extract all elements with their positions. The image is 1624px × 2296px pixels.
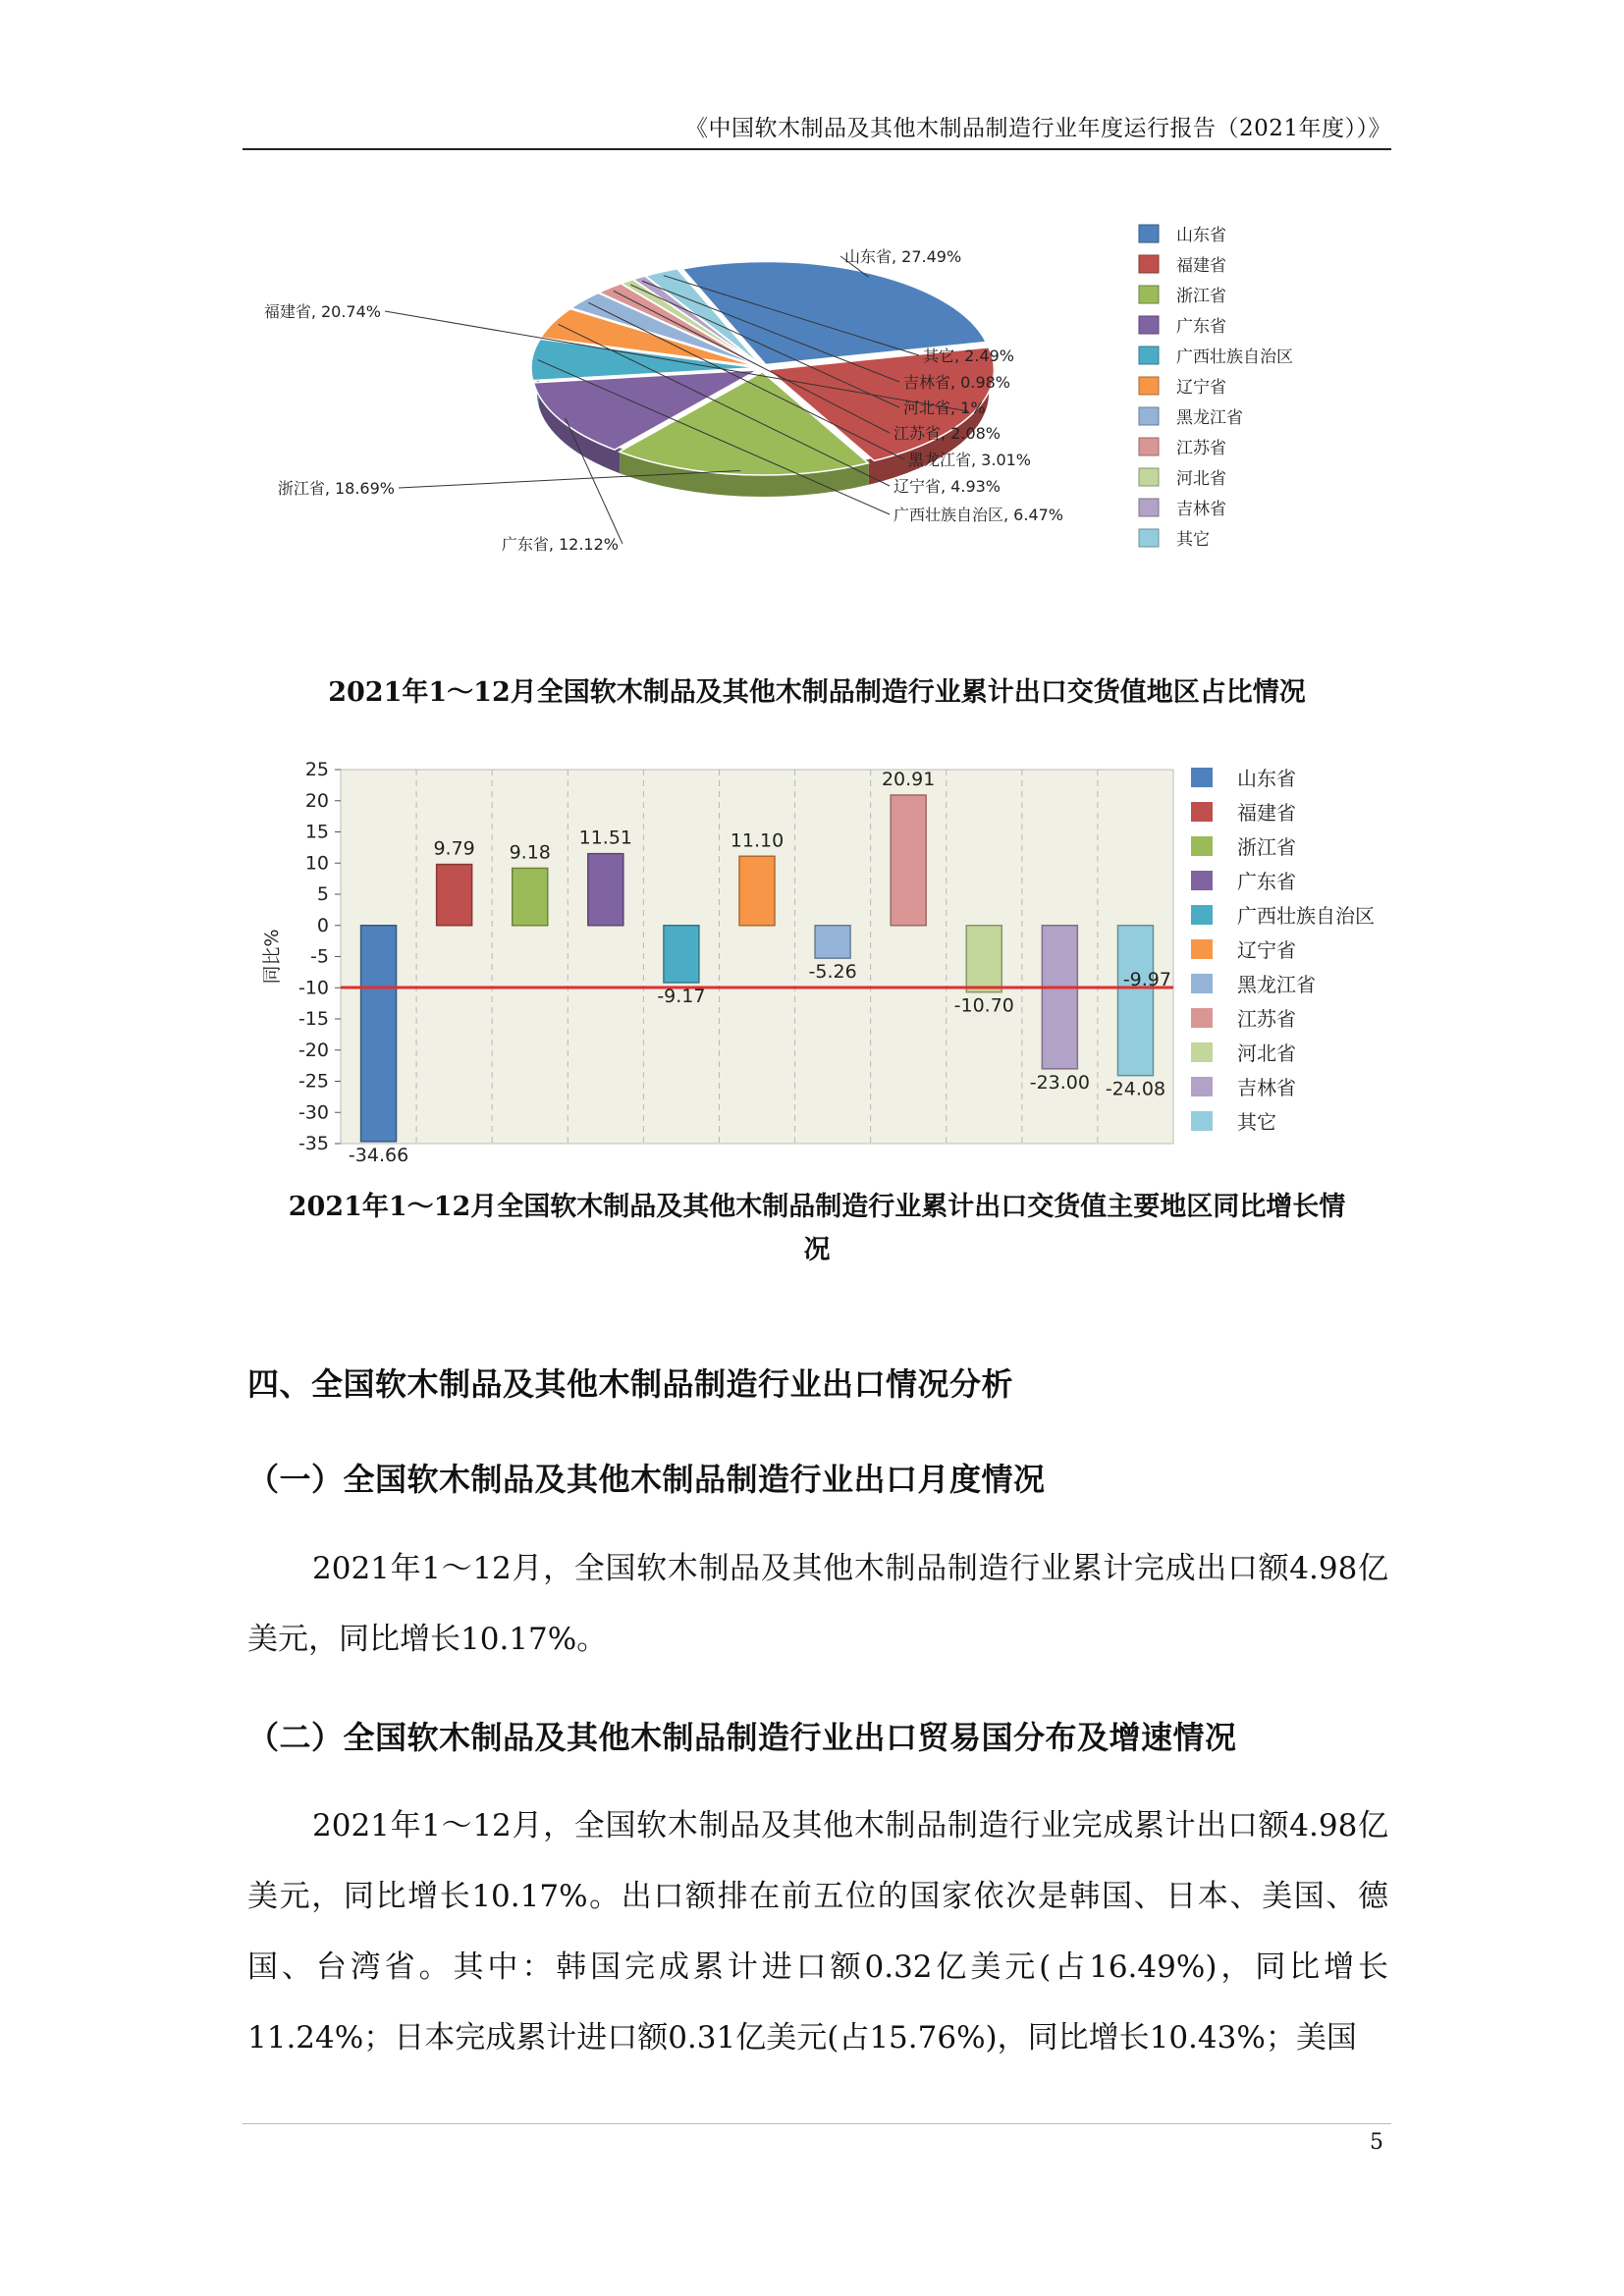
bar-value-label-2: 9.18 (509, 841, 551, 864)
page-header: 《中国软木制品及其他木制品制造行业年度运行报告（2021年度））》 (684, 116, 1391, 141)
bar-9 (1042, 926, 1077, 1069)
bar-4 (664, 926, 699, 983)
bar-8 (966, 926, 1001, 992)
pie-legend-item-5: 辽宁省 (1176, 378, 1226, 398)
bar-legend-item-2: 浙江省 (1237, 835, 1296, 859)
bar-legend-item-4: 广西壮族自治区 (1237, 904, 1375, 928)
bar-legend-swatch-6 (1191, 974, 1213, 993)
y-tick-label: -30 (298, 1101, 329, 1124)
bar-6 (815, 926, 850, 958)
pie-legend-item-8: 河北省 (1176, 469, 1226, 489)
pie-legend-swatch-8 (1139, 468, 1159, 486)
pie-legend-item-10: 其它 (1176, 530, 1210, 550)
bar-value-label-4: -9.17 (657, 985, 706, 1007)
bar-legend-swatch-3 (1191, 871, 1213, 890)
pie-legend-swatch-4 (1139, 347, 1159, 364)
y-tick-label: 0 (316, 914, 329, 936)
bar-legend-item-3: 广东省 (1237, 870, 1296, 893)
pie-label-4: 广西壮族自治区, 6.47% (893, 506, 1064, 524)
bar-legend-item-8: 河北省 (1237, 1041, 1296, 1065)
reference-line-label: -9.97 (1122, 969, 1171, 991)
bar-0 (361, 926, 397, 1142)
y-tick-label: 20 (304, 789, 329, 812)
pie-legend-swatch-6 (1139, 407, 1159, 425)
pie-caption: 2021年1～12月全国软木制品及其他木制品制造行业累计出口交货值地区占比情况 (328, 677, 1306, 708)
bar-legend-swatch-1 (1191, 802, 1213, 822)
y-tick-label: -15 (298, 1008, 329, 1030)
pie-label-9: 吉林省, 0.98% (903, 373, 1011, 392)
pie-legend-item-1: 福建省 (1176, 256, 1226, 276)
bar-legend-swatch-2 (1191, 836, 1213, 856)
bar-chart (250, 748, 1399, 1170)
pie-legend-swatch-9 (1139, 499, 1159, 516)
y-tick-label: 15 (304, 821, 329, 843)
bar-legend-item-1: 福建省 (1237, 801, 1296, 825)
subsection-1-paragraph: 2021年1～12月，全国软木制品及其他木制品制造行业累计完成出口额4.98亿美元，同比增长10.17%。 (247, 1551, 1388, 1657)
section-4-title: 四、全国软木制品及其他木制品制造行业出口情况分析 (247, 1365, 1014, 1403)
bar-10 (1117, 926, 1153, 1076)
pie-legend-swatch-10 (1139, 529, 1159, 547)
y-tick-label: -20 (298, 1039, 329, 1061)
bar-value-label-5: 11.10 (730, 829, 785, 852)
y-tick-label: -35 (298, 1133, 329, 1154)
bar-caption-line2: 况 (803, 1235, 831, 1265)
pie-legend-swatch-0 (1139, 225, 1159, 242)
bar-legend-item-9: 吉林省 (1237, 1076, 1296, 1099)
pie-label-3: 广东省, 12.12% (501, 535, 619, 554)
bar-legend-swatch-10 (1191, 1111, 1213, 1131)
page-number: 5 (1370, 2130, 1383, 2155)
subsection-1-title: （一）全国软木制品及其他木制品制造行业出口月度情况 (247, 1461, 1046, 1498)
pie-label-10: 其它, 2.49% (923, 347, 1015, 365)
bar-value-label-0: -34.66 (348, 1144, 409, 1166)
pie-legend-swatch-1 (1139, 255, 1159, 273)
y-axis-label: 同比% (261, 929, 283, 985)
bar-legend-item-5: 辽宁省 (1237, 938, 1296, 962)
y-tick-label: -5 (310, 945, 329, 968)
bar-value-label-3: 11.51 (578, 827, 633, 849)
pie-legend-item-4: 广西壮族自治区 (1176, 347, 1293, 367)
pie-legend-swatch-7 (1139, 438, 1159, 455)
bar-legend-swatch-7 (1191, 1008, 1213, 1028)
bar-value-label-6: -5.26 (808, 961, 857, 984)
header-rule (243, 148, 1391, 150)
pie-legend-item-2: 浙江省 (1176, 287, 1226, 306)
pie-chart (263, 221, 1355, 579)
bar-value-label-8: -10.70 (953, 994, 1014, 1017)
pie-label-5: 辽宁省, 4.93% (893, 477, 1001, 496)
pie-legend-swatch-5 (1139, 377, 1159, 395)
y-tick-label: -10 (298, 977, 329, 999)
pie-label-8: 河北省, 1% (903, 399, 986, 417)
footer-rule (243, 2123, 1391, 2124)
bar-value-label-1: 9.79 (433, 837, 475, 860)
y-tick-label: 5 (316, 883, 329, 905)
bar-legend-item-10: 其它 (1237, 1110, 1276, 1134)
pie-legend-item-7: 江苏省 (1176, 439, 1226, 458)
y-tick-label: 25 (304, 759, 329, 780)
y-tick-label: 10 (304, 852, 329, 875)
bar-legend-item-6: 黑龙江省 (1237, 973, 1316, 996)
bar-caption-line1: 2021年1～12月全国软木制品及其他木制品制造行业累计出口交货值主要地区同比增长情 (288, 1192, 1346, 1222)
pie-label-6: 黑龙江省, 3.01% (908, 451, 1032, 469)
pie-legend-swatch-3 (1139, 316, 1159, 334)
bar-1 (437, 865, 472, 926)
pie-legend-item-6: 黑龙江省 (1176, 408, 1243, 428)
pie-legend-swatch-2 (1139, 286, 1159, 303)
subsection-2-paragraph: 2021年1～12月，全国软木制品及其他木制品制造行业完成累计出口额4.98亿美元，同比增长10.17%。出口额排在前五位的国家依次是韩国、日本、美国、德国、台湾省。其中：韩国完成累计进口额0.32亿美元(占16.49%)，同比增长11.24%；日本完成累计进口额0.31亿美元(占15.76%)，同比增长10.43%；美国 (247, 1808, 1388, 2056)
pie-legend-item-0: 山东省 (1176, 226, 1226, 245)
bar-legend-swatch-0 (1191, 768, 1213, 787)
bar-value-label-9: -23.00 (1029, 1071, 1090, 1094)
bar-legend-swatch-5 (1191, 939, 1213, 959)
pie-label-7: 江苏省, 2.08% (893, 424, 1001, 443)
bar-legend-item-0: 山东省 (1237, 767, 1296, 790)
bar-value-label-10: -24.08 (1105, 1078, 1166, 1100)
bar-5 (739, 856, 775, 925)
pie-legend-item-3: 广东省 (1176, 317, 1226, 337)
bar-legend-item-7: 江苏省 (1237, 1007, 1296, 1031)
pie-label-1: 福建省, 20.74% (263, 302, 381, 321)
bar-legend-swatch-8 (1191, 1042, 1213, 1062)
y-tick-label: -25 (298, 1070, 329, 1093)
bar-legend-swatch-4 (1191, 905, 1213, 925)
pie-legend-item-9: 吉林省 (1176, 500, 1226, 519)
bar-value-label-7: 20.91 (881, 768, 936, 790)
pie-label-2: 浙江省, 18.69% (277, 479, 395, 498)
bar-3 (588, 854, 623, 926)
pie-label-0: 山东省, 27.49% (844, 247, 962, 266)
bar-legend-swatch-9 (1191, 1077, 1213, 1096)
subsection-2-title: （二）全国软木制品及其他木制品制造行业出口贸易国分布及增速情况 (247, 1719, 1237, 1756)
bar-2 (513, 868, 548, 925)
bar-7 (891, 795, 926, 926)
